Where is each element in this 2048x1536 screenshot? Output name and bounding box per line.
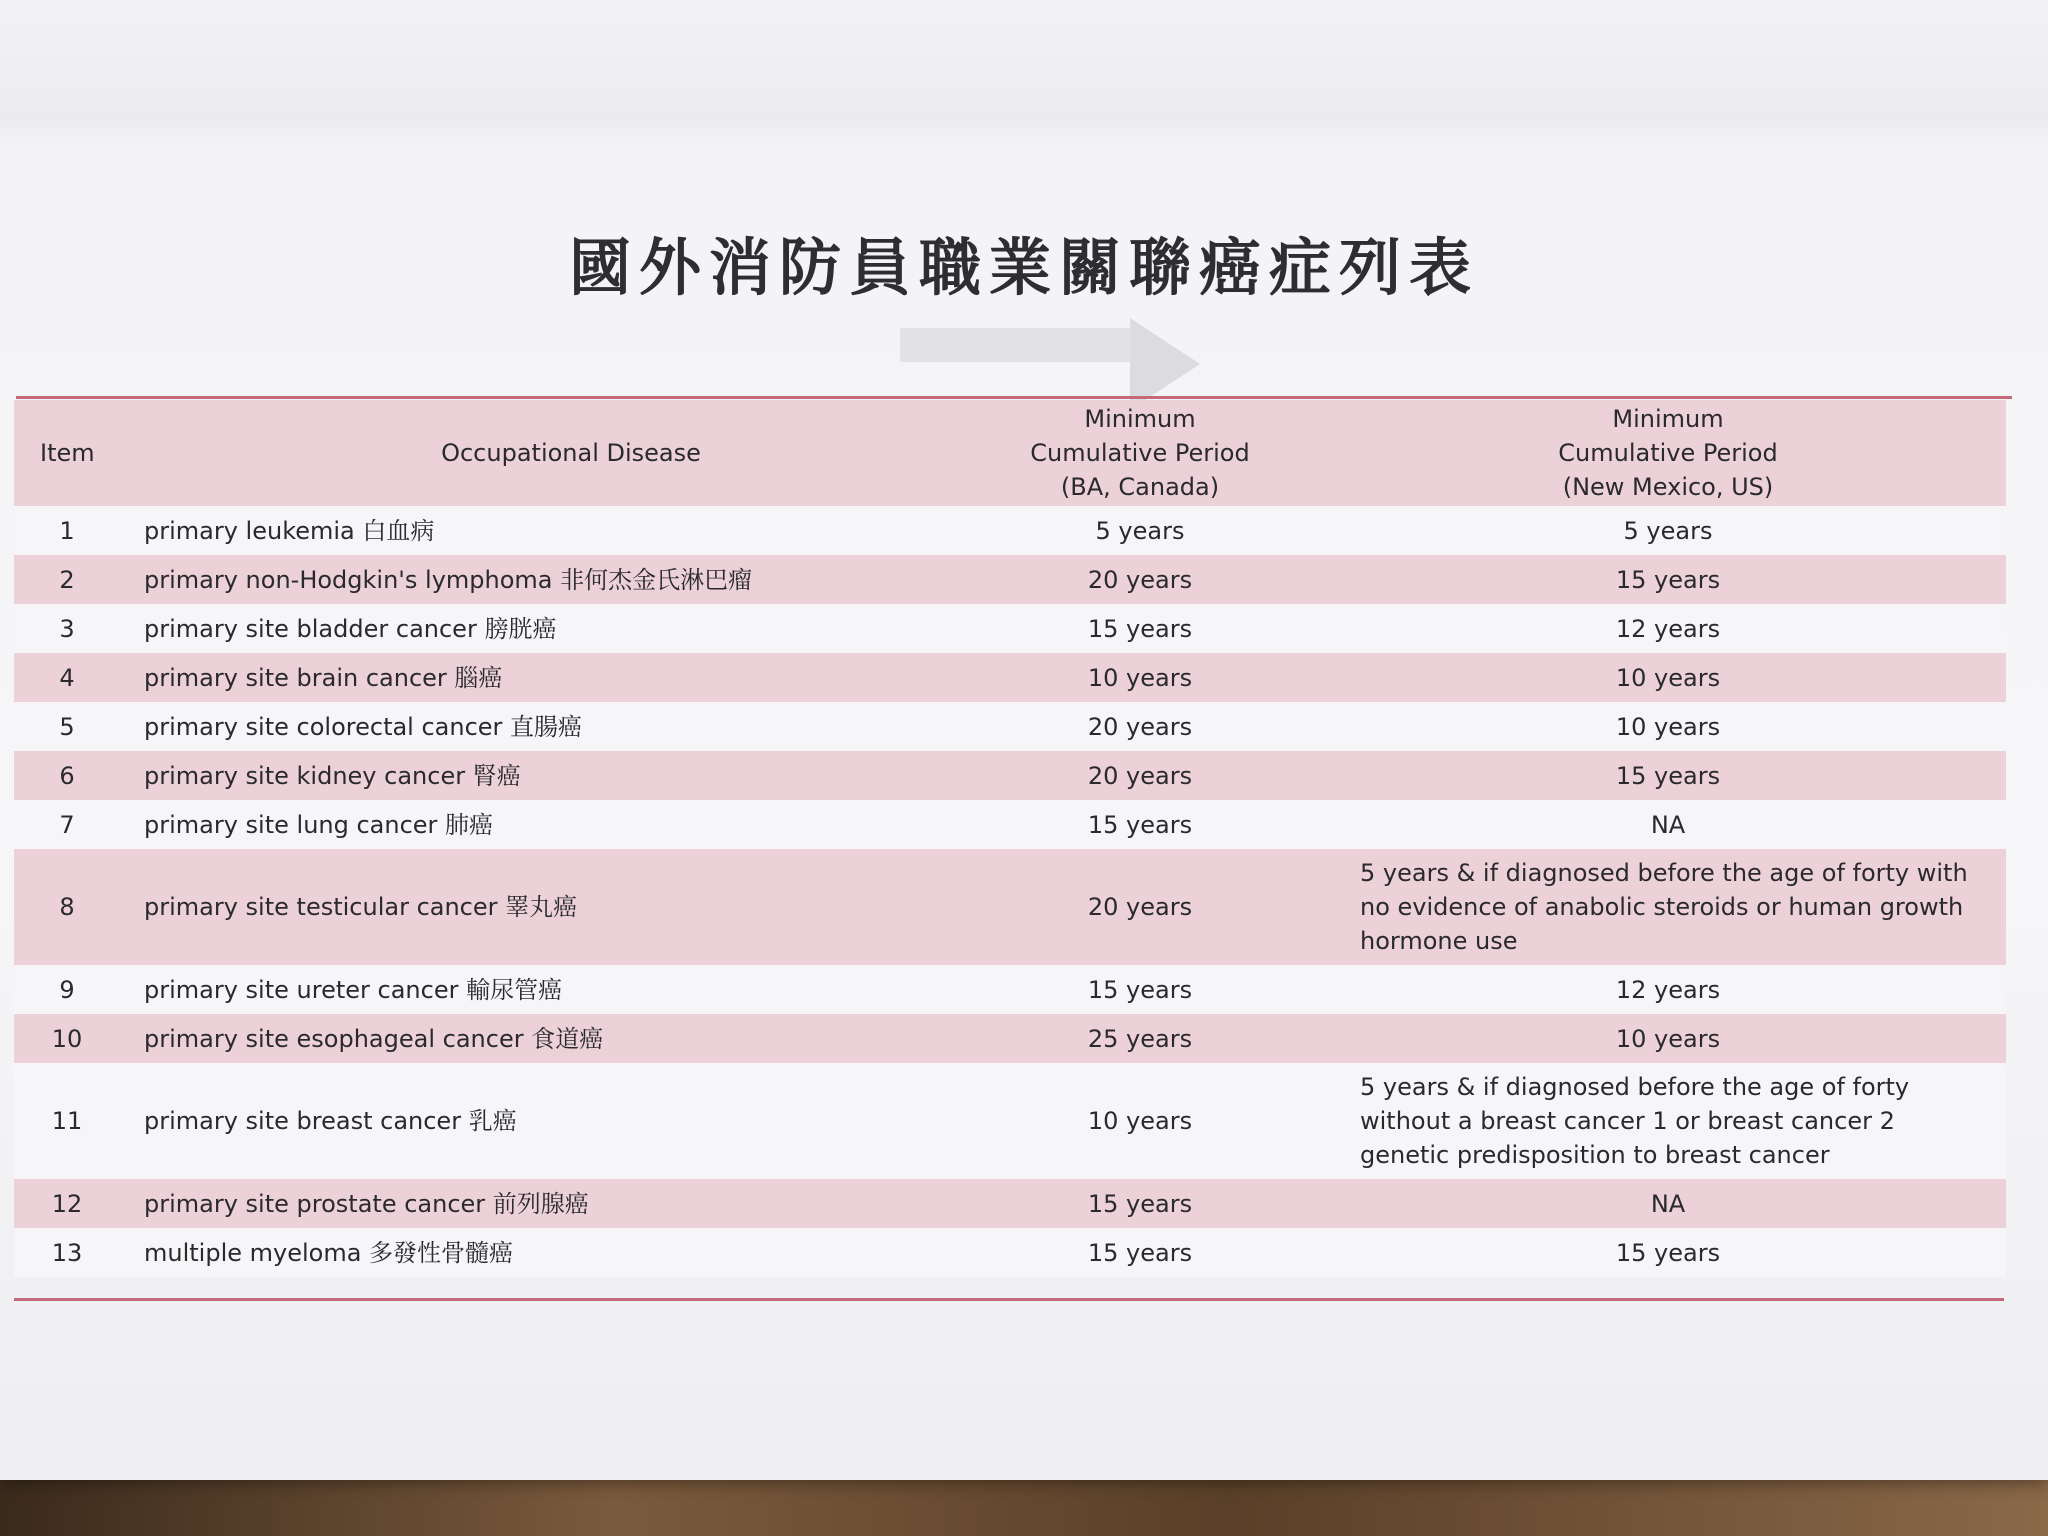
- item-number: 9: [14, 965, 120, 1014]
- disease-name: primary site breast cancer 乳癌: [120, 1063, 950, 1179]
- canada-period: 20 years: [950, 702, 1330, 751]
- item-number: 11: [14, 1063, 120, 1179]
- disease-name: primary site kidney cancer 腎癌: [120, 751, 950, 800]
- item-number: 5: [14, 702, 120, 751]
- disease-name: primary site prostate cancer 前列腺癌: [120, 1179, 950, 1228]
- canada-period: 10 years: [950, 653, 1330, 702]
- disease-name: primary site colorectal cancer 直腸癌: [120, 702, 950, 751]
- header-us-line: Minimum: [1612, 405, 1724, 433]
- disease-name: primary site lung cancer 肺癌: [120, 800, 950, 849]
- canada-period: 15 years: [950, 604, 1330, 653]
- table-bottom-rule: [14, 1298, 2004, 1301]
- item-number: 13: [14, 1228, 120, 1277]
- disease-name: primary site testicular cancer 睪丸癌: [120, 849, 950, 965]
- item-number: 3: [14, 604, 120, 653]
- header-us-period: [1330, 400, 2006, 506]
- table-top-rule: [16, 396, 2012, 399]
- canada-period: 5 years: [950, 506, 1330, 555]
- canada-period: 15 years: [950, 800, 1330, 849]
- cancer-list-table: [14, 400, 2006, 1277]
- item-number: 2: [14, 555, 120, 604]
- decorative-arrow-bar: [900, 328, 1140, 362]
- table-row: [14, 555, 2006, 604]
- canada-period: 15 years: [950, 1179, 1330, 1228]
- canada-period: 20 years: [950, 751, 1330, 800]
- header-canada-period: [950, 400, 1330, 506]
- table-row: [14, 1228, 2006, 1277]
- table-header-row: [14, 400, 2006, 506]
- table-row: [14, 1179, 2006, 1228]
- item-number: 8: [14, 849, 120, 965]
- canada-period: 20 years: [950, 555, 1330, 604]
- us-period: 12 years: [1330, 965, 2006, 1014]
- table-row: [14, 965, 2006, 1014]
- table-row: [14, 849, 2006, 965]
- item-number: 10: [14, 1014, 120, 1063]
- us-period: 5 years: [1330, 506, 2006, 555]
- header-us-line: (New Mexico, US): [1562, 473, 1774, 501]
- us-period: 15 years: [1330, 555, 2006, 604]
- canada-period: 20 years: [950, 849, 1330, 965]
- table-row: [14, 702, 2006, 751]
- us-period: 12 years: [1330, 604, 2006, 653]
- canada-period: 10 years: [950, 1063, 1330, 1179]
- item-number: 1: [14, 506, 120, 555]
- table-row: [14, 653, 2006, 702]
- canada-period: 15 years: [950, 1228, 1330, 1277]
- table-row: [14, 1063, 2006, 1179]
- page-title: 國外消防員職業關聯癌症列表: [568, 231, 1479, 304]
- disease-name: primary site brain cancer 腦癌: [120, 653, 950, 702]
- disease-name: primary non-Hodgkin's lymphoma 非何杰金氏淋巴瘤: [120, 555, 950, 604]
- table-row: [14, 1014, 2006, 1063]
- disease-name: primary leukemia 白血病: [120, 506, 950, 555]
- us-period: 10 years: [1330, 653, 2006, 702]
- us-period: 15 years: [1330, 751, 2006, 800]
- us-period: 5 years & if diagnosed before the age of forty with no evidence of anabolic steroids or human growth hormone use: [1330, 849, 2006, 965]
- header-canada-line: Cumulative Period: [1030, 439, 1250, 467]
- canada-period: 25 years: [950, 1014, 1330, 1063]
- item-number: 7: [14, 800, 120, 849]
- table-row: [14, 506, 2006, 555]
- us-period: 10 years: [1330, 702, 2006, 751]
- table-row: [14, 604, 2006, 653]
- header-canada-line: Minimum: [1084, 405, 1196, 433]
- us-period: 10 years: [1330, 1014, 2006, 1063]
- table-row: [14, 800, 2006, 849]
- us-period: NA: [1330, 1179, 2006, 1228]
- header-item: Item: [14, 400, 120, 506]
- table-row: [14, 751, 2006, 800]
- item-number: 12: [14, 1179, 120, 1228]
- item-number: 6: [14, 751, 120, 800]
- disease-name: multiple myeloma 多發性骨髓癌: [120, 1228, 950, 1277]
- item-number: 4: [14, 653, 120, 702]
- disease-name: primary site bladder cancer 膀胱癌: [120, 604, 950, 653]
- header-canada-line: (BA, Canada): [1060, 473, 1220, 501]
- us-period: NA: [1330, 800, 2006, 849]
- header-us-line: Cumulative Period: [1558, 439, 1778, 467]
- canada-period: 15 years: [950, 965, 1330, 1014]
- disease-name: primary site esophageal cancer 食道癌: [120, 1014, 950, 1063]
- header-disease: Occupational Disease: [120, 400, 950, 506]
- disease-name: primary site ureter cancer 輸尿管癌: [120, 965, 950, 1014]
- us-period: 15 years: [1330, 1228, 2006, 1277]
- us-period: 5 years & if diagnosed before the age of forty without a breast cancer 1 or breast cancer 2 genetic predisposition to breast cancer: [1330, 1063, 2006, 1179]
